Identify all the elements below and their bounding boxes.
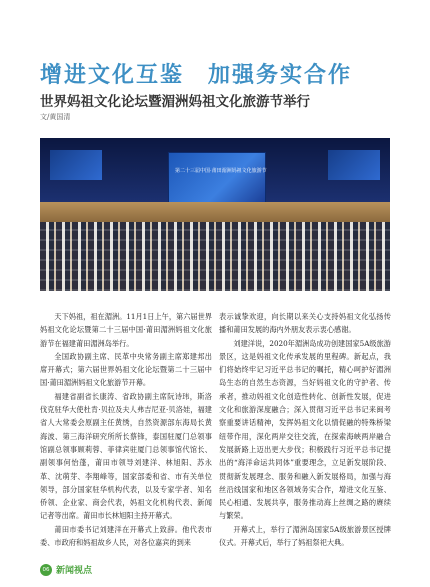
side-screen-left	[50, 150, 102, 180]
stage-area	[40, 202, 390, 222]
conference-photo	[40, 138, 390, 291]
body-column-right	[219, 310, 391, 549]
article-byline: 文/黄国清	[40, 113, 71, 121]
body-paragraph: 福建省副省长康涛、省政协副主席阮诗玮，斯洛伐克驻华大使杜肯·贝拉及夫人弗吉尼亚·贝洛娃，福建省人大常委会原副主任黄绣，自然资源部东海局长黄海波、第三海洋研究所所长蔡锋，泰国驻厦门总领事馆副总领事顾莉蓉、菲律宾驻厦门总领事馆代馆长、副领事何怡蓬，莆田市领导刘建洋、林旭阳、苏永革、沈萌芽、李翔峰等，国家部委和省、市有关单位领导，部分国家驻华机构代表，以及专家学者、知名侨领、企业家、商会代表，妈祖文化机构代表、新闻记者等出席。莆田市长林旭阳主持开幕式。	[40, 391, 212, 521]
body-paragraph: 开幕式上，举行了湄洲岛国家5A级旅游景区授牌仪式。开幕式后，举行了妈祖祭祀大典。	[219, 524, 391, 548]
audience-rows	[40, 228, 390, 291]
body-paragraph: 刘建洋说，2020年湄洲岛成功创建国家5A级旅游景区，这是妈祖文化传承发展的里程碑。新起点，我们将始终牢记习近平总书记的嘱托，精心呵护好湄洲岛生态的自然生态资源，当好妈祖文化的守护者、传承者，推动妈祖文化创造性转化、创新性发展，促进文化和旅游深度融合；深入贯彻习近平总书记来闽考察重要讲话精神，发挥妈祖文化以情促融的特殊桥梁纽带作用，深化两岸交往交流，在探索海峡两岸融合发展新路上迈出更大步伐；积极践行习近平总书记提出的“海洋命运共同体”重要理念，立足新发展阶段、贯彻新发展理念、服务和融入新发展格局，加强与海丝沿线国家和地区各领域务实合作，增进文化互鉴、民心相通、发展共享，服务推动海上丝绸之路的赓续与繁荣。	[219, 338, 391, 521]
body-column-left	[40, 310, 212, 549]
body-paragraph: 全国政协副主席、民革中央常务副主席郑建邦出席开幕式；第六届世界妈祖文化论坛暨第二十三届中国·莆田湄洲妈祖文化旅游节开幕。	[40, 351, 212, 388]
page-number: 06	[40, 564, 52, 576]
section-name: 新闻视点	[56, 566, 93, 576]
stage-screen-text: 第二十三届中国·莆田湄洲妈祖文化旅游节	[175, 168, 267, 174]
body-paragraph: 表示诚挚欢迎，向长期以来关心支持妈祖文化弘扬传播和莆田发展的海内外朋友表示衷心感谢。	[219, 312, 391, 335]
side-screen-right	[328, 150, 380, 180]
article-subtitle: 世界妈祖文化论坛暨湄洲妈祖文化旅游节举行	[40, 94, 310, 110]
body-paragraph: 莆田市委书记刘建洋在开幕式上致辞。他代表市委、市政府和妈祖故乡人民，对各位嘉宾的到来	[40, 524, 212, 548]
page-footer	[40, 563, 92, 576]
main-stage-screen	[168, 152, 266, 204]
article-title: 增进文化互鉴 加强务实合作	[40, 62, 353, 88]
body-paragraph: 天下妈祖，祖在湄洲。11月1日上午，第六届世界妈祖文化论坛暨第二十三届中国·莆田湄洲妈祖文化旅游节在福建莆田湄洲岛举行。	[40, 312, 212, 348]
